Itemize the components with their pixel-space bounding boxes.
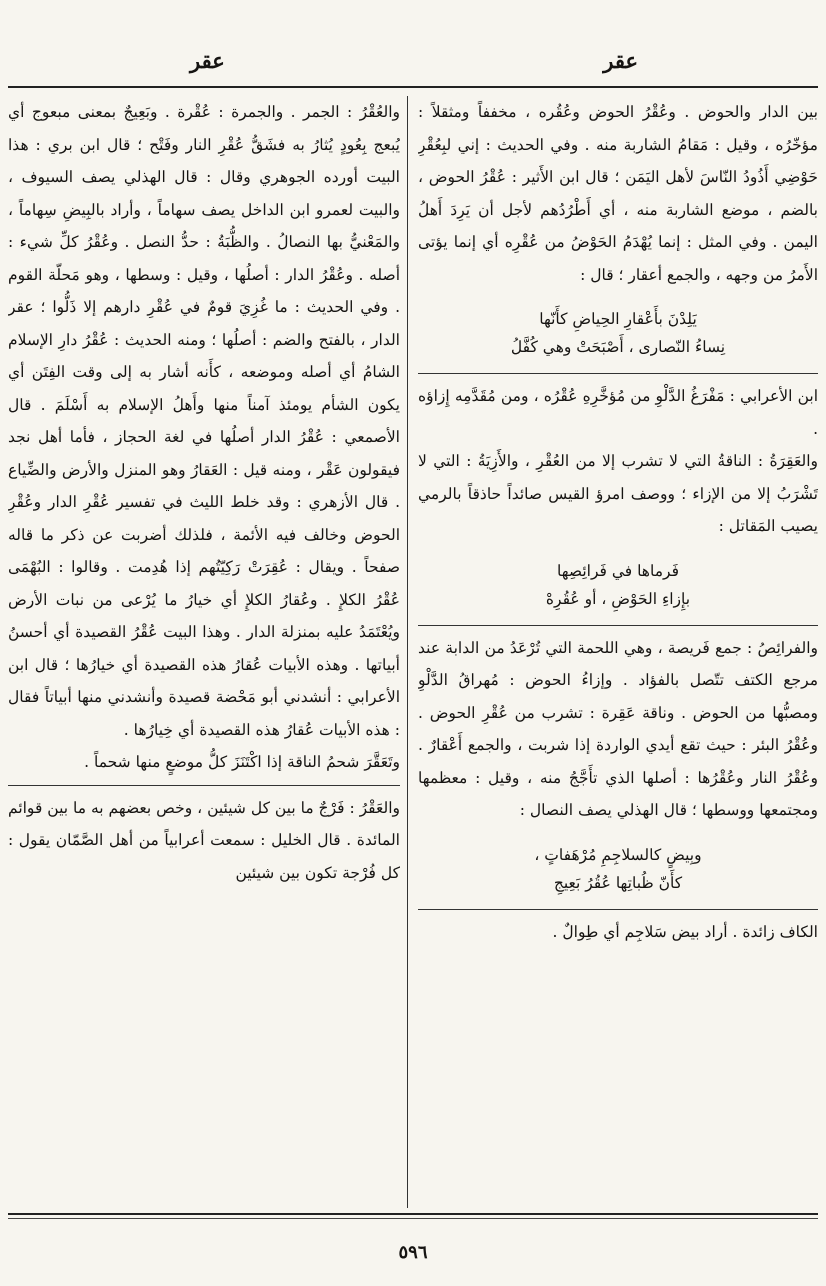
running-head-left: عقر — [190, 48, 225, 73]
section-rule — [8, 785, 400, 786]
verse-line: كأَنّ ظُباتِها عُقُرُ بَعِيجِ — [553, 873, 683, 892]
paragraph: بين الدار والحوض . وعُقْرُ الحوض وعُقُره ، مخففاً ومثقلاً : مؤخّرُه ، وقيل : مَقامُ الشاربة منه . وفي الحديث : إني لبِعُقْرِ حَوْضِي أَذُودُ النّاسَ لأهل اليَمَن ؛ قال ابن الأَثير : عُقْرُ الحوض ، بالضم ، موضع الشاربة منه ، أي أَطْرُدُهم لأجل أن يَرِدَ أَهلُ اليمن . وفي المثل : إنما يُهْدَمُ الحَوْضُ من عُقْرِه أي إنما يؤتى الأَمرُ من وجهه ، والجمع أعقار ؛ قال : — [418, 103, 818, 284]
verse-block — [418, 557, 818, 613]
section-rule — [418, 625, 818, 626]
verse-line: بإِزاءِ الحَوْضِ ، أو عُقُرِهْ — [545, 589, 691, 608]
running-head-right: عقر — [603, 48, 638, 73]
verse-block — [418, 305, 818, 361]
verse-line: وبِيضٍ كالسلاجِمِ مُرْهَفاتٍ ، — [534, 845, 702, 864]
header-rule — [8, 86, 818, 88]
verse-line: فَرماها في فَرائِصِها — [557, 561, 679, 580]
section-rule — [418, 373, 818, 374]
column-divider — [407, 96, 408, 1208]
paragraph: والعَقْرُ : فَرْجٌ ما بين كل شيئين ، وخص بعضهم به ما بين قوائم المائدة . قال الخليل : سمعت أعرابياً من أهل الصَّمّان يقول : كل فُرْجة تكون بين شيئين — [8, 798, 400, 882]
section-rule — [418, 909, 818, 910]
verse-line: يَلِدْنَ بأَعْقارِ الحِياضِ كأَنّها — [539, 310, 697, 328]
right-column — [418, 96, 818, 1211]
paragraph: والعَقِرَةُ : الناقةُ التي لا تشرب إلا من العُقْرِ ، والأَزِيَةُ : التي لا تَشْرَبُ إلا من الإزاء ؛ ووصف امرؤ القيس صائداً حاذقاً بالرمي يصيب المَقاتل : — [418, 452, 818, 535]
left-column — [8, 96, 400, 1211]
page-number: ٥٩٦ — [398, 1242, 428, 1263]
verse-line: نِساءُ النّصارى ، أَصْبَحَتْ وهي كُفَّلُ — [510, 338, 726, 356]
paragraph: والفرائِصُ : جمع فَريصة ، وهي اللحمة التي تُرْعَدُ من الدابة عند مرجع الكتف تتّصل بالفؤاد . وإزاءُ الحوض : مُهراقُ الدَّلْوِ ومصبُّها من الحوض . وناقة عَقِرة : تشرب من عُقْرِ الحوض . وعُقْرُ البئر : حيث تقع أيدي الواردة إذا شربت ، والجمع أَعْقارٌ . وعُقْرُ النار وعُقْرُها : أصلها الذي تأَجَّجُ منه ، وقيل : معظمها ومجتمعها ووسطها ؛ قال الهذلي يصف النصال : — [418, 638, 818, 819]
footer-rule-thin — [8, 1218, 818, 1219]
footer-rule — [8, 1213, 818, 1215]
paragraph: وتَعَقَّرَ شحمُ الناقة إذا اكْتَنَزَ كلُّ موضعٍ منها شحماً . — [84, 753, 400, 771]
paragraph: ابن الأعرابي : مَفْرَغُ الدَّلْوِ من مُؤخَّرِهِ عُقْرُه ، ومن مُقَدَّمِه إِزاؤه . — [418, 387, 818, 438]
verse-block — [418, 841, 818, 897]
paragraph: والعُقْرُ : الجمر . والجمرة : عُقْرة . وبَعِيجٌ بمعنى مبعوج أي يُبعج بِعُودٍ يُثارُ به فشَقُّ عُقْرِ النار وفَتْح ؛ قال ابن بري : هذا البيت أورده الجوهري وقال : قال الهذلي يصف السيوف ، والبيت لعمرو ابن الداخل يصف سهاماً ، وأراد بالبِيضِ سِهاماً ، والمَعْنيُّ بها النصالُ . والظُّبَةُ : حدُّ النصل . وعُقْرُ كلِّ شيء : أصله . وعُقْرُ الدار : أصلُها ، وقيل : وسطها ، وهو مَحلّة القوم . وفي الحديث : ما غُزِيَ قومٌ في عُقْرِ دارهم إلا ذَلُّوا ؛ عقر الدار ، بالفتح والضم : أصلُها ؛ ومنه الحديث : عُقْرُ دارِ الإسلام الشامُ أي أصله وموضعه ، كأَنه أشار به إلى وقت الفِتَن أي يكون الشأم يومئذ آمناً منها وأَهلُ الإسلام به أَسْلَمَ . قال الأصمعي : عُقْرُ الدار أصلُها في لغة الحجاز ، فأما أهل نجد فيقولون عَقْر ، ومنه قيل : العَقارُ وهو المنزل والأرض والضِّياع . قال الأزهري : وقد خلط الليث في تفسير عُقْرِ الدار وعُقْرِ الحوض وخالف فيه الأئمة ، فلذلك أضربت عن ذكر ما قاله صفحاً . ويقال : عُقِرَتْ رَكِيّتُهم إذا هُدِمت . وقالوا : البُهْمَى عُقْرُ الكلإِ . وعُقارُ الكلإِ أي خيارُ ما يُرْعى من نبات الأرض ويُعْتَمَدُ عليه بمنزلة الدار . وهذا البيت عُقْرُ القصيدة أي أحسنُ أبياتها . وهذه الأبيات عُقارُ هذه القصيدة أي خيارُها ؛ قال ابن الأعرابي : أنشدني أبو مَحْضة قصيدة وأنشدني منها أبياتاً فقال : هذه الأبيات عُقارُ هذه القصيدة أي خِيارُها . — [8, 103, 400, 739]
paragraph: الكاف زائدة . أراد بيض سَلاجِم أي طِوالٌ . — [552, 922, 818, 941]
